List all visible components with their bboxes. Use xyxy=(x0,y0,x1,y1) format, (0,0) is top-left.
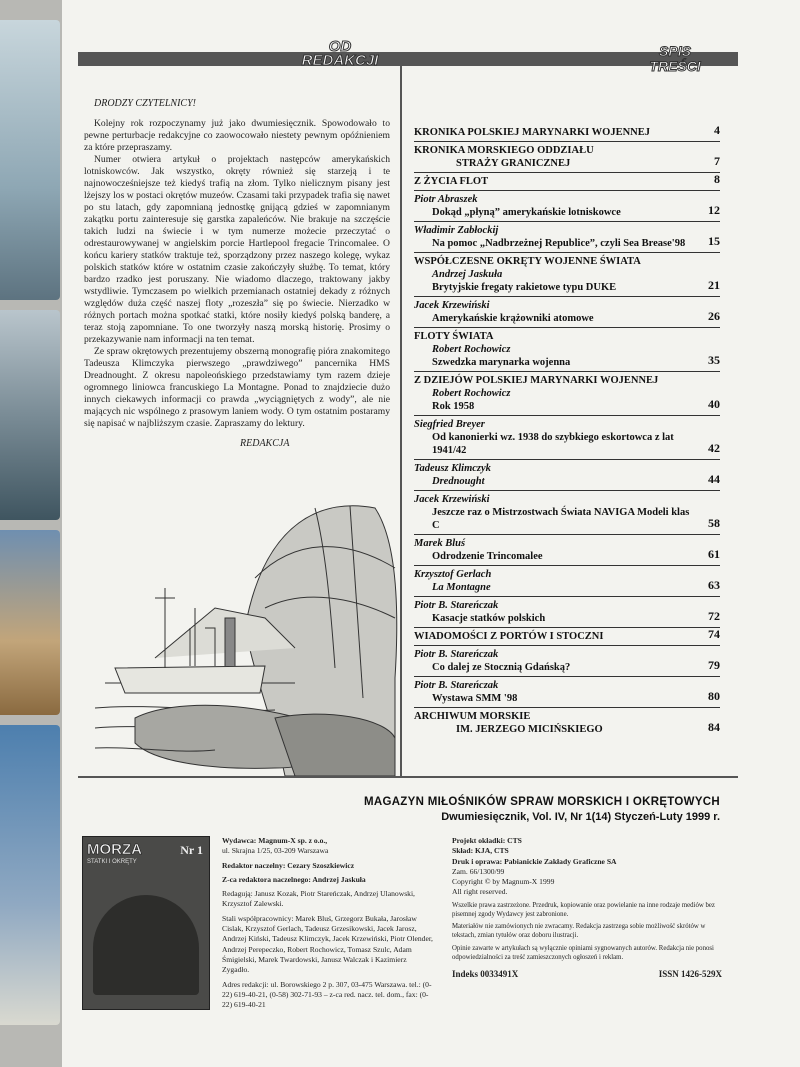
cover-number: Nr 1 xyxy=(180,843,203,857)
toc-author: Robert Rochowicz xyxy=(432,344,511,355)
toc-title: Dokąd „płyną” amerykańskie lotniskowce xyxy=(432,207,621,218)
toc-page-number: 72 xyxy=(708,609,720,623)
toc-title: Brytyjskie fregaty rakietowe typu DUKE xyxy=(432,282,617,293)
imprint-editor: Redaktor naczelny: Cezary Szoszkiewicz xyxy=(222,860,355,870)
toc-page-number: 44 xyxy=(708,472,720,486)
toc-entry[interactable] xyxy=(414,566,720,597)
imprint-note: Wszelkie prawa zastrzeżone. Przedruk, kopiowanie oraz powielanie na inne rodzaje mediów bez pisemnej zgody Wydawcy jest zabronione. xyxy=(452,901,715,918)
imprint-left xyxy=(222,836,434,1010)
toc-entry[interactable] xyxy=(414,173,720,191)
toc-author: Robert Rochowicz xyxy=(432,388,511,399)
cover-thumbnail xyxy=(82,836,210,1010)
toc-entry[interactable] xyxy=(414,124,720,142)
toc-entry[interactable] xyxy=(414,191,720,222)
letter-greeting: DRODZY CZYTELNICY! xyxy=(94,98,196,109)
header-left-label: OD REDAKCJI xyxy=(301,38,379,69)
imprint-typeset: Skład: KJA, CTS xyxy=(452,846,509,856)
toc-author: Tadeusz Klimczyk xyxy=(414,463,491,474)
toc-page-number: 35 xyxy=(708,353,720,367)
toc-entry[interactable] xyxy=(414,372,720,416)
toc-entry[interactable] xyxy=(414,142,720,173)
toc-author: Piotr Abraszek xyxy=(414,194,478,205)
toc-page-number: 12 xyxy=(708,203,720,217)
edge-photo-3 xyxy=(0,530,60,715)
letter-paragraph: Numer otwiera artykuł o projektach następców amerykańskich lotniskowców. Jak wszystko, okręty również się starzeją i te najnowocześniejsze też kiedyś trafią na złom. Tylko nielicznym pisany jest lżejszy los w postaci okrętów muzeów. Czasami taki przypadek trafia się nawet po stu latach, gdy zapomnianą jednostkę gnijącą gdzieś w zapomnianym zakątku portu zainteresuje się garstka zapaleńców. Nie brakuje na szczęście takich ludzi na świecie i w tym numerze możecie przeczytać o odrestaurowywanej w angielskim porcie Hartlepool fregacie Trincomalee. O końcu kariery statków traktuje też, sporządzony przez naszego kolegę, wykaz polskich statków które w ostatnim czasie zakończyły służbę. To temat, który bardzo rzadko jest poruszany. Nie wiadomo dlaczego, traktowany jakby wstydliwie. Tymczasem po wielkich przemianach ostatniej dekady z różnych względów duża część naszej floty „rozeszła” się po świecie. Nierzadko w różnych portach można spotkać statki, które nosiły kiedyś polską banderę, a teraz stoją zapomniane. To one tworzyły naszą morską historię. Prosimy o przekazywanie nam informacji na ten temat. xyxy=(84,154,390,345)
toc-page-number: 7 xyxy=(714,154,720,168)
toc-page-number: 8 xyxy=(714,172,720,186)
table-of-contents xyxy=(414,124,720,738)
edge-photo-1 xyxy=(0,20,60,300)
toc-entry[interactable] xyxy=(414,222,720,253)
toc-entry[interactable] xyxy=(414,628,720,646)
header-bar xyxy=(78,52,738,66)
toc-entry[interactable] xyxy=(414,535,720,566)
toc-entry[interactable] xyxy=(414,328,720,372)
toc-author: Piotr B. Stareńczak xyxy=(414,680,499,691)
toc-section: WSPÓŁCZESNE OKRĘTY WOJENNE ŚWIATA xyxy=(414,256,641,267)
toc-page-number: 21 xyxy=(708,278,720,292)
imprint-contributors: Stali współpracownicy: Marek Bluś, Grzegorz Bukała, Jarosław Cislak, Krzysztof Gerlach, Tadeusz Grzesikowski, Jacek Jarosz, Andrzej Kiński, Tadeusz Klimczyk, Jacek Krzewiński, Piotr Olender, Andrzej Perepeczko, Robert Rochowicz, Tomasz Szulc, Adam Śmigielski, Marek Twardowski, Janusz Walczak i Kazimierz Zygadło. xyxy=(222,913,433,975)
toc-section: KRONIKA POLSKIEJ MARYNARKI WOJENNEJ xyxy=(414,127,651,138)
toc-title: Rok 1958 xyxy=(432,401,475,412)
toc-page-number: 84 xyxy=(708,720,720,734)
imprint-print: Druk i oprawa: Pabianickie Zakłady Graficzne SA xyxy=(452,856,617,866)
toc-title: La Montagne xyxy=(432,582,491,593)
toc-entry[interactable] xyxy=(414,708,720,738)
letter-paragraph: Kolejny rok rozpoczynamy już jako dwumiesięcznik. Spowodowało to pewne perturbacje redakcyjne co zaowocowało niestety pewnym opóźnieniem za które przepraszamy. xyxy=(84,118,390,153)
imprint-order: Zam. 66/1300/99 xyxy=(452,866,505,876)
toc-title: Kasacje statków polskich xyxy=(432,613,546,624)
toc-section: Z DZIEJÓW POLSKIEJ MARYNARKI WOJENNEJ xyxy=(414,375,659,386)
toc-title: STRAŻY GRANICZNEJ xyxy=(456,158,571,169)
toc-entry[interactable] xyxy=(414,646,720,677)
adjacent-page-edge xyxy=(0,0,62,1067)
toc-entry[interactable] xyxy=(414,677,720,708)
toc-entry[interactable] xyxy=(414,491,720,535)
imprint-copyright: Copyright © by Magnum-X 1999 xyxy=(452,877,555,887)
toc-page-number: 74 xyxy=(708,627,720,641)
toc-section: WIADOMOŚCI Z PORTÓW I STOCZNI xyxy=(414,631,604,642)
toc-page-number: 42 xyxy=(708,441,720,455)
toc-page-number: 4 xyxy=(714,123,720,137)
toc-title: Od kanonierki wz. 1938 do szybkiego eskortowca z lat 1941/42 xyxy=(432,432,674,456)
imprint-publisher-address: ul. Skrajna 1/25, 03-209 Warszawa xyxy=(222,846,329,856)
toc-page-number: 79 xyxy=(708,658,720,672)
toc-title: Na pomoc „Nadbrzeżnej Republice”, czyli Sea Brease'98 xyxy=(432,238,686,249)
toc-title: Jeszcze raz o Mistrzostwach Świata NAVIGA Modeli klas C xyxy=(432,507,690,531)
imprint-cover-design: Projekt okładki: CTS xyxy=(452,836,522,845)
toc-section: Z ŻYCIA FLOT xyxy=(414,176,489,187)
cover-image xyxy=(93,895,199,995)
toc-author: Andrzej Jaskuła xyxy=(432,269,503,280)
header-right-label: SPIS TREŚCI xyxy=(649,43,701,74)
toc-page-number: 63 xyxy=(708,578,720,592)
toc-page-number: 80 xyxy=(708,689,720,703)
imprint-note: Materiałów nie zamówionych nie zwracamy. Redakcja zastrzega sobie możliwość skrótów w tekstach, zmian tytułów oraz doboru ilustracji. xyxy=(452,923,706,940)
imprint-issn: ISSN 1426-529X xyxy=(658,968,722,979)
toc-title: Co dalej ze Stocznią Gdańską? xyxy=(432,662,571,673)
toc-page-number: 40 xyxy=(708,397,720,411)
toc-entry[interactable] xyxy=(414,297,720,328)
toc-author: Marek Bluś xyxy=(414,538,466,549)
cover-title: MORZA xyxy=(87,841,142,858)
toc-page-number: 26 xyxy=(708,309,720,323)
imprint-staff: Redagują: Janusz Kozak, Piotr Stareńczak, Andrzej Ulanowski, Krzysztof Zalewski. xyxy=(222,889,415,909)
imprint-address: Adres redakcji: ul. Borowskiego 2 p. 307, 03-475 Warszawa. tel.: (0-22) 619-40-21, (0-58) 302-71-93 – z-ca red. nacz. tel. dom., fax: (0-22) 619-40-21 xyxy=(222,979,432,1010)
imprint-right xyxy=(452,836,722,979)
toc-author: Krzysztof Gerlach xyxy=(414,569,492,580)
toc-entry[interactable] xyxy=(414,416,720,460)
edge-photo-4 xyxy=(0,725,60,1025)
letter-signature: REDAKCJA xyxy=(240,438,290,449)
toc-page-number: 61 xyxy=(708,547,720,561)
letter-paragraph: Ze spraw okrętowych prezentujemy obszerną monografię pióra znakomitego Tadeusza Klimczyka pierwszego „prawdziwego” pancernika HMS Dreadnought. Z okresu napoleońskiego przedstawiamy tym razem dzieje ogromnego liniowca francuskiego La Montagne. Ponad to znajdziecie dużo innych ciekawych informacji co prawda „wyciągniętych z wody”, ale nie mających nic wspólnego z prasowym laniem wody. O tym ostatnim postaramy się napisać w najbliższym czasie. Zapraszamy do lektury. xyxy=(84,346,390,429)
toc-author: Jacek Krzewiński xyxy=(414,494,490,505)
toc-section: ARCHIWUM MORSKIE xyxy=(414,711,531,722)
toc-page-number: 15 xyxy=(708,234,720,248)
magazine-title: MAGAZYN MIŁOŚNIKÓW SPRAW MORSKICH I OKRĘTOWYCH xyxy=(363,796,720,808)
imprint-note: Opinie zawarte w artykułach są wyłącznie opiniami sygnowanych autorów. Redakcja nie ponosi odpowiedzialności za treść zamieszczonych ogłoszeń i reklam. xyxy=(452,944,714,961)
toc-entry[interactable] xyxy=(414,253,720,297)
toc-author: Jacek Krzewiński xyxy=(414,300,490,311)
toc-title: Szwedzka marynarka wojenna xyxy=(432,357,571,368)
toc-entry[interactable] xyxy=(414,460,720,491)
toc-author: Piotr B. Stareńczak xyxy=(414,600,499,611)
toc-title: Amerykańskie krążowniki atomowe xyxy=(432,313,594,324)
cover-subtitle: STATKI I OKRĘTY xyxy=(87,859,137,865)
toc-title: IM. JERZEGO MICIŃSKIEGO xyxy=(456,724,603,735)
imprint-deputy: Z-ca redaktora naczelnego: Andrzej Jaskuła xyxy=(222,874,366,884)
toc-author: Siegfried Breyer xyxy=(414,419,485,430)
toc-entry[interactable] xyxy=(414,597,720,628)
column-divider xyxy=(400,66,402,776)
ship-illustration xyxy=(95,478,400,776)
footer-divider xyxy=(78,776,738,778)
imprint-codes xyxy=(452,969,722,979)
imprint-index: Indeks 0033491X xyxy=(452,968,519,979)
toc-title: Wystawa SMM '98 xyxy=(432,693,518,704)
editorial-letter xyxy=(84,98,390,450)
toc-page-number: 58 xyxy=(708,516,720,530)
imprint-rights: All right reserved. xyxy=(452,887,508,897)
edge-photo-2 xyxy=(0,310,60,520)
toc-author: Piotr B. Stareńczak xyxy=(414,649,499,660)
toc-section: KRONIKA MORSKIEGO ODDZIAŁU xyxy=(414,145,594,156)
toc-section: FLOTY ŚWIATA xyxy=(414,331,494,342)
magazine-issue: Dwumiesięcznik, Vol. IV, Nr 1(14) Styczeń-Luty 1999 r. xyxy=(441,811,720,823)
toc-author: Władimir Zabłockij xyxy=(414,225,499,236)
toc-title: Drednought xyxy=(432,476,485,487)
toc-title: Odrodzenie Trincomalee xyxy=(432,551,543,562)
imprint-publisher: Wydawca: Magnum-X sp. z o.o., xyxy=(222,836,328,845)
